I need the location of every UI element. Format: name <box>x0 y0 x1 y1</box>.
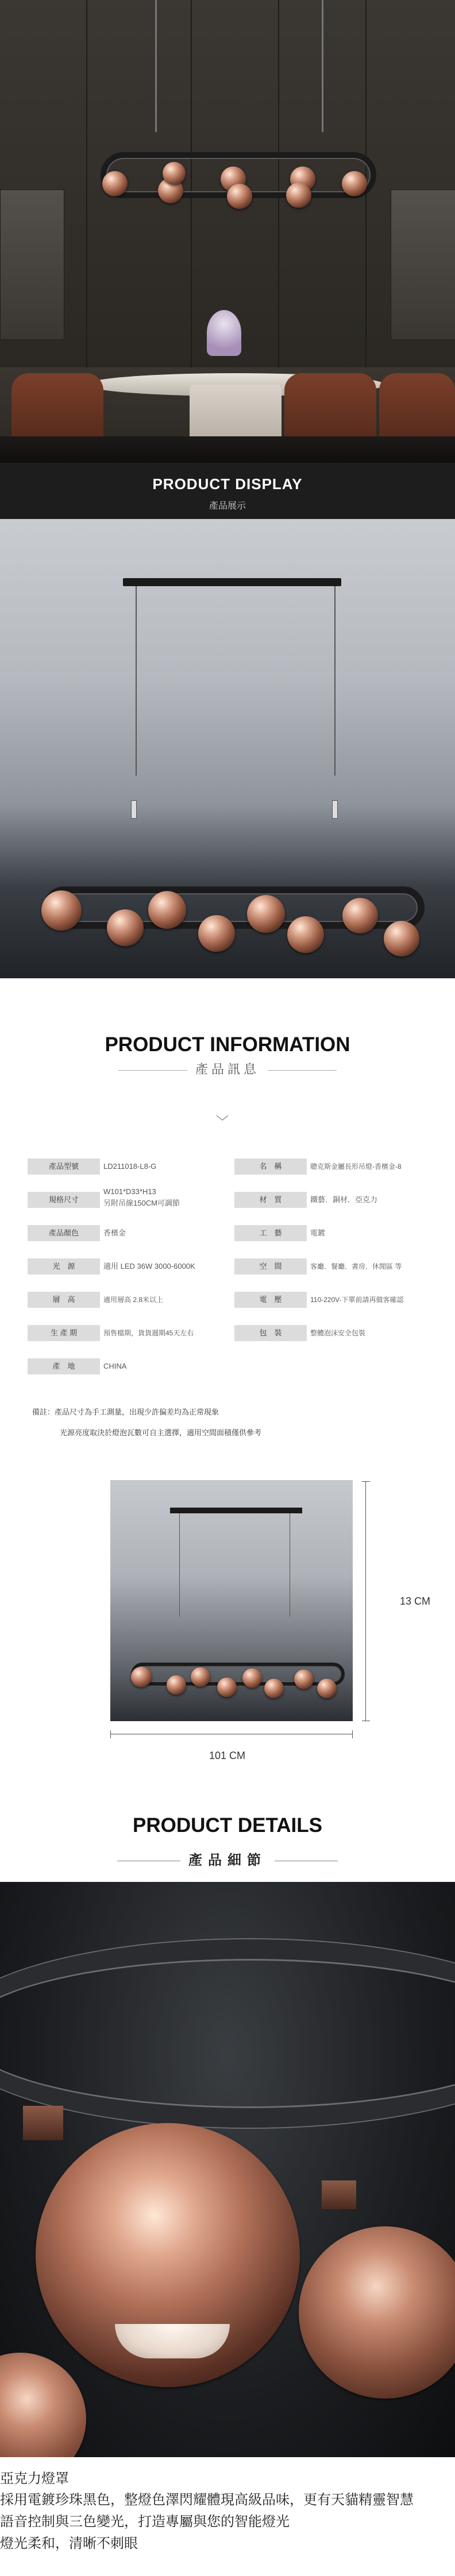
wire-clamp <box>131 800 137 819</box>
spec-row <box>234 1191 447 1209</box>
pendant-wire <box>136 586 137 776</box>
spec-row <box>234 1324 447 1342</box>
globe-collar <box>23 2106 63 2140</box>
globe-shade <box>317 1679 337 1698</box>
spec-value: 另附吊線150CM可調節 <box>103 1199 180 1207</box>
spec-row <box>28 1157 223 1176</box>
globe-shade <box>217 1678 237 1697</box>
detail-description <box>0 2489 455 2555</box>
globe-shade <box>286 183 311 208</box>
globe-shade <box>198 915 235 952</box>
spec-row <box>28 1187 223 1209</box>
globe-shade <box>242 1668 262 1688</box>
spec-value: LD211018-L8-G <box>103 1162 157 1171</box>
spec-label: 產品顏色 <box>28 1225 100 1241</box>
pendant-wire <box>334 586 336 776</box>
chevron-down-icon <box>216 1115 229 1121</box>
ceiling-canopy <box>170 1508 302 1513</box>
globe-shade <box>191 1667 210 1687</box>
details-title-en: PRODUCT DETAILS <box>133 1814 322 1837</box>
globe-shade <box>102 171 128 196</box>
dimension-tick <box>362 1481 370 1482</box>
spec-label: 包 裝 <box>234 1325 307 1341</box>
height-dimension-line <box>365 1481 366 1721</box>
globe-shade <box>163 162 186 185</box>
info-title-zh-wrap <box>0 1060 455 1078</box>
note-line: 備註：產品尺寸為手工測量，出現少許偏差均為正常現象 <box>32 1408 219 1416</box>
spec-label: 層 高 <box>28 1292 100 1308</box>
globe-shade <box>247 895 285 933</box>
wall-cabinet <box>391 189 455 340</box>
spec-value: 110-220V-下單前請再做客確認 <box>310 1296 404 1304</box>
spec-value: 適用 LED 36W 3000-6000K <box>103 1262 195 1270</box>
globe-shade <box>264 1679 284 1698</box>
globe-collar <box>322 2180 356 2209</box>
details-title-zh-wrap <box>0 1849 455 1869</box>
spec-row <box>234 1157 447 1176</box>
wall-cabinet <box>0 189 64 340</box>
pendant-ring <box>0 1939 455 2128</box>
spec-row <box>28 1224 223 1242</box>
dimension-tick <box>352 1730 353 1738</box>
spec-label: 產品型號 <box>28 1159 100 1175</box>
info-title-en: PRODUCT INFORMATION <box>105 1033 350 1056</box>
spec-label: 工 藝 <box>234 1225 307 1241</box>
spec-label: 電 壓 <box>234 1292 307 1308</box>
spec-value: 香檳金 <box>103 1229 126 1237</box>
dimension-tick <box>110 1730 111 1738</box>
description-line: 採用電鍍珍珠黑色，整燈色澤閃耀體現高級品味，更有天貓精靈智慧 <box>0 2492 414 2508</box>
spec-label: 規格尺寸 <box>28 1192 100 1208</box>
globe-shade <box>342 171 367 196</box>
floor <box>0 436 455 463</box>
details-title-zh: 產品細節 <box>188 1853 267 1868</box>
globe-shade <box>107 909 144 946</box>
spec-row <box>28 1257 223 1276</box>
globe-shade <box>41 890 82 931</box>
spec-label: 空 間 <box>234 1258 307 1275</box>
globe-shade <box>384 921 419 956</box>
ceiling-canopy <box>123 578 341 586</box>
spec-label: 產 地 <box>28 1358 100 1374</box>
detail-closeup-photo <box>0 1882 455 2457</box>
globe-shade <box>294 1669 314 1689</box>
height-dimension-text: 13 CM <box>400 1595 431 1607</box>
section-title-en: PRODUCT DISPLAY <box>152 475 303 493</box>
spec-value: 適用層高 2.8米以上 <box>103 1296 164 1304</box>
spec-row <box>28 1324 223 1342</box>
globe-shade <box>299 2226 455 2399</box>
pendant-wire <box>155 0 157 132</box>
globe-shade <box>342 898 378 933</box>
spec-value: 客廳．餐廳．書房．休閒區 等 <box>310 1262 402 1270</box>
wire-clamp <box>332 800 338 819</box>
dimension-photo <box>110 1480 353 1721</box>
globe-shade <box>287 916 324 953</box>
description-line: 語音控制與三色變光，打造專屬與您的智能燈光 <box>0 2514 290 2529</box>
spec-label: 名 稱 <box>234 1159 307 1175</box>
acrylic-diffuser <box>115 2324 230 2358</box>
flower-vase <box>207 310 241 356</box>
description-line: 燈光柔和，清晰不刺眼 <box>0 2536 138 2551</box>
globe-shade <box>167 1675 186 1695</box>
spec-value: 電鍍 <box>310 1229 326 1237</box>
spec-value: 聰克斯金屬長形吊燈-香檳金-8 <box>310 1163 402 1171</box>
spec-value: 整體泡沫安全包裝 <box>310 1329 366 1337</box>
pendant-wire <box>179 1513 180 1617</box>
spec-row <box>28 1357 223 1376</box>
spec-label: 材 質 <box>234 1192 307 1208</box>
hero-room-photo <box>0 0 455 463</box>
info-title-zh: 產品訊息 <box>195 1062 260 1076</box>
spec-label: 光 源 <box>28 1258 100 1275</box>
globe-shade <box>131 1667 152 1687</box>
spec-row <box>28 1291 223 1309</box>
divider <box>268 1070 337 1071</box>
product-display-photo <box>0 519 455 978</box>
spec-value: 預售檔期，貨貨週期45天左右 <box>103 1329 194 1337</box>
globe-shade <box>0 2353 86 2457</box>
globe-shade <box>148 891 186 929</box>
spec-row <box>234 1224 447 1242</box>
pendant-wire <box>322 0 323 132</box>
detail-description-title: 亞克力燈罩 <box>0 2471 69 2486</box>
spec-value: W101*D33*H13 <box>103 1187 156 1196</box>
spec-value: CHINA <box>103 1362 127 1370</box>
spec-label: 生 產 期 <box>28 1325 100 1341</box>
spec-row <box>234 1291 447 1309</box>
divider <box>118 1070 187 1071</box>
spec-row <box>234 1257 447 1276</box>
section-title-zh: 產品展示 <box>209 501 246 511</box>
globe-shade <box>227 184 252 209</box>
spec-value: 鐵藝．銅材．亞克力 <box>310 1195 378 1204</box>
width-dimension-text: 101 CM <box>209 1750 246 1761</box>
note-line: 光源亮度取決於燈泡瓦數可自主選擇，適用空間面積僅供參考 <box>60 1428 262 1437</box>
product-display-banner <box>0 463 455 519</box>
